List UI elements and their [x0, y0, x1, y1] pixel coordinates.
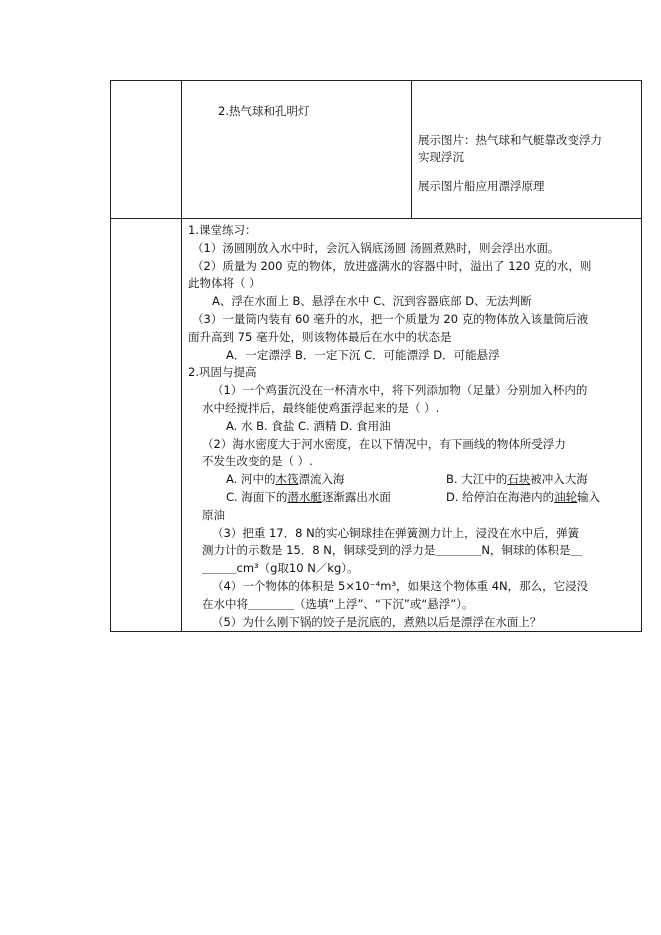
options-line: A、浮在水面上 B、悬浮在水中 C、沉到容器底部 D、无法判断 — [212, 294, 532, 309]
activity-cell — [412, 81, 642, 219]
question-line: （3）把重 17．8 N的实心铜球挂在弹簧测力计上，浸没在水中后，弹簧 — [212, 525, 580, 540]
option-b: B. 大江中的石块被冲入大海 — [446, 472, 588, 487]
lesson-table — [110, 80, 642, 632]
section-title: 1.课堂练习： — [188, 223, 257, 237]
section-title: 2.巩固与提高 — [188, 365, 257, 380]
heading-cell — [182, 81, 412, 219]
question-line: （1）一个鸡蛋沉没在一杯清水中，将下列添加物（足量）分别加入杯内的 — [212, 383, 588, 398]
options-line — [188, 471, 635, 489]
question-line: （4）一个物体的体积是 5×10⁻⁴m³，如果这个物体重 4N，那么，它浸没 — [212, 578, 589, 593]
question-line: （3）一量筒内装有 60 毫升的水，把一个质量为 20 克的物体放入该量筒后液 — [192, 311, 589, 326]
empty-cell — [111, 219, 182, 632]
question-line: 不发生改变的是（ ）. — [202, 454, 313, 469]
option-c: C. 海面下的潜水艇逐渐露出水面 — [226, 489, 391, 504]
question-line: 面升高到 75 毫升处，则该物体最后在水中的状态是 — [188, 329, 452, 344]
activity-line: 展示图片：热气球和气艇靠改变浮力 — [418, 133, 602, 147]
options-line: A. 水 B. 食盐 C. 酒精 D. 食用油 — [226, 418, 391, 433]
question-line: 水中经搅拌后，最终能使鸡蛋浮起来的是（ ）. — [202, 400, 440, 415]
question-line: （5）为什么刚下锅的饺子是沉底的，煮熟以后是漂浮在水面上？ — [212, 614, 542, 629]
activity-line: 展示图片船应用漂浮原理 — [418, 179, 545, 193]
exercise-cell — [182, 219, 642, 632]
question-line: （1）汤圆刚放入水中时，会沉入锅底汤圆 汤圆煮熟时，则会浮出水面。 — [192, 240, 560, 255]
empty-cell — [111, 81, 182, 219]
question-line: ＿＿＿cm³（g取10 N／kg）。 — [202, 561, 359, 576]
question-line: 测力计的示数是 15．8 N，铜球受到的浮力是＿＿＿＿N，铜球的体积是＿ — [202, 543, 582, 558]
option-d: D. 给停泊在海港内的油轮输入 — [446, 489, 601, 504]
question-line: 此物体将（ ） — [188, 276, 261, 291]
option-a: A. 河中的木筏漂流入海 — [226, 472, 345, 487]
question-line: （2）海水密度大于河水密度，在以下情况中，有下画线的物体所受浮力 — [202, 436, 566, 451]
activity-line: 实现浮沉 — [418, 150, 464, 164]
table-row — [111, 81, 642, 219]
options-line: A．一定漂浮 B．一定下沉 C．可能漂浮 D．可能悬浮 — [226, 347, 500, 362]
option-d-continuation: 原油 — [202, 507, 225, 522]
question-line: （2）质量为 200 克的物体，放进盛满水的容器中时，溢出了 120 克的水，则 — [192, 258, 592, 273]
options-line — [188, 489, 635, 507]
question-line: 在水中将＿＿＿＿（选填“上浮”、“下沉”或“悬浮”）。 — [202, 596, 474, 611]
table-row — [111, 219, 642, 632]
section-heading: 2.热气球和孔明灯 — [218, 104, 310, 118]
